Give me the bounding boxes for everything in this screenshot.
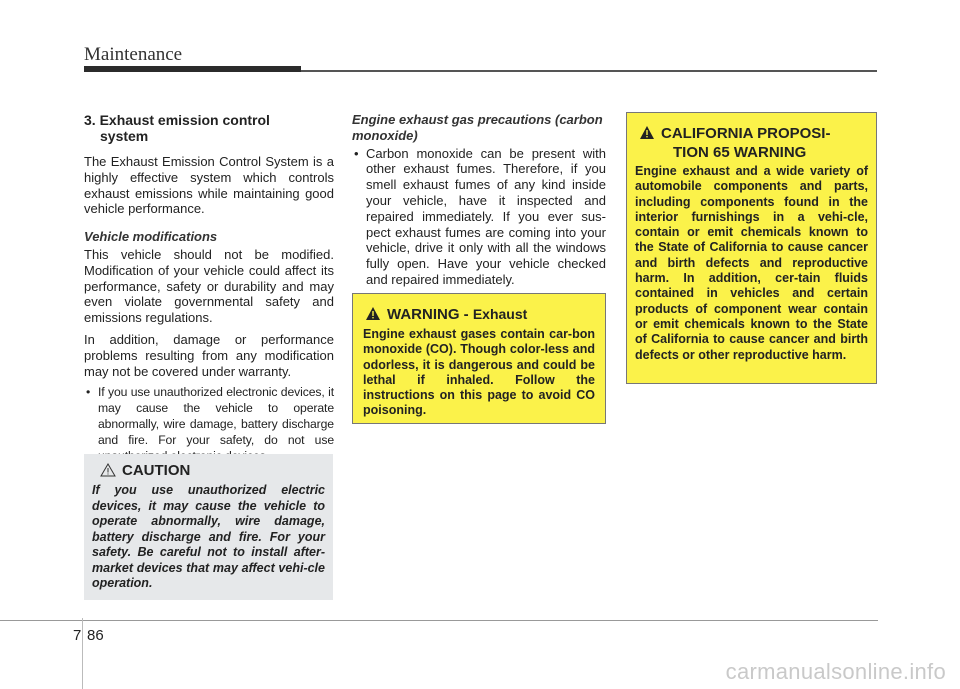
warning-exhaust-subtitle: Exhaust: [472, 306, 528, 322]
warning-triangle-icon: [365, 306, 381, 325]
caution-box: [84, 454, 333, 600]
caution-text: If you use unauthorized electric devices, it may cause the vehicle to operate abnormally, wire damage, battery discharge and fire. For your safety. Be careful not to install after-market devices that may affect vehi-cle operation.: [92, 483, 325, 590]
chapter-number: 7: [73, 627, 82, 644]
california-warning-title: [639, 125, 830, 161]
left-column: [84, 112, 334, 470]
california-warning-title-line2: TION 65 WARNING: [673, 144, 807, 161]
exhaust-precautions-bullet: • Carbon monoxide can be present with other exhaust fumes. Therefore, if you smell exhaust fumes of any kind inside your vehicle, have it inspected and repaired immediately. If you ever sus-pect exhaust fumes are coming into your vehicle, drive it only with all the windows fully open. Have your vehicle checked and repaired immediately.: [352, 146, 606, 288]
header-bar: [84, 66, 301, 72]
caution-triangle-icon: [100, 463, 116, 481]
vehicle-modifications-bullet: • If you use unauthorized electronic devices, it may cause the vehicle to operate abnormally, wire damage, battery discharge and fire. For your safety, do not use: [84, 385, 334, 464]
california-warning-box: [626, 112, 877, 384]
vehicle-modifications-paragraph-2: In addition, damage or performance problems resulting from any modification may not be covered under warranty.: [84, 331, 334, 379]
warning-exhaust-box: [352, 293, 606, 424]
section-heading: [84, 112, 334, 144]
california-warning-text: Engine exhaust and a wide variety of automobile components and parts, including components found in the interior furnishings in a vehi-cle, contain or emit chemicals known to the State of California to cause cancer and birth defects and reproductive harm. In addition, cer-tain fluids contained in vehicles and certain products of component wear contain or emit chemicals known to the State of California to cause cancer and birth defects or other reproductive harm.: [635, 164, 868, 362]
footer-divider: [82, 618, 83, 689]
page-header-title: Maintenance: [84, 44, 183, 65]
page-number: 86: [87, 627, 104, 644]
vehicle-modifications-heading: Vehicle modifications: [84, 229, 218, 245]
warning-exhaust-title-text: WARNING -: [387, 306, 469, 323]
warning-exhaust-text: Engine exhaust gases contain car-bon monoxide (CO). Though color-less and odorless, it is dangerous and could be lethal if inhaled. Follow the instructions on this page to avoid CO poisoning.: [363, 327, 595, 418]
watermark: carmanualsonline.info: [725, 659, 946, 684]
section-intro: The Exhaust Emission Control System is a highly effective system which controls exhaust emissions while maintaining good vehicle performance.: [84, 154, 334, 217]
exhaust-precautions-heading: Engine exhaust gas precautions (carbon monoxide): [352, 112, 603, 143]
header-rule: [301, 70, 877, 72]
footer-rule: [0, 620, 878, 621]
middle-column: [352, 112, 606, 294]
warning-triangle-icon: [639, 125, 655, 144]
section-heading-line1: 3. Exhaust emission control: [84, 112, 270, 128]
california-warning-title-line1: CALIFORNIA PROPOSI-: [661, 125, 831, 142]
vehicle-modifications-paragraph-1: This vehicle should not be modified. Modification of your vehicle could affect its performance, safety or durability and may even violate governmental safety and emissions regulations.: [84, 246, 334, 326]
caution-title-text: CAUTION: [122, 462, 191, 479]
section-heading-line2: system: [100, 128, 149, 144]
caution-title: [100, 462, 190, 481]
warning-exhaust-title: [365, 306, 527, 325]
